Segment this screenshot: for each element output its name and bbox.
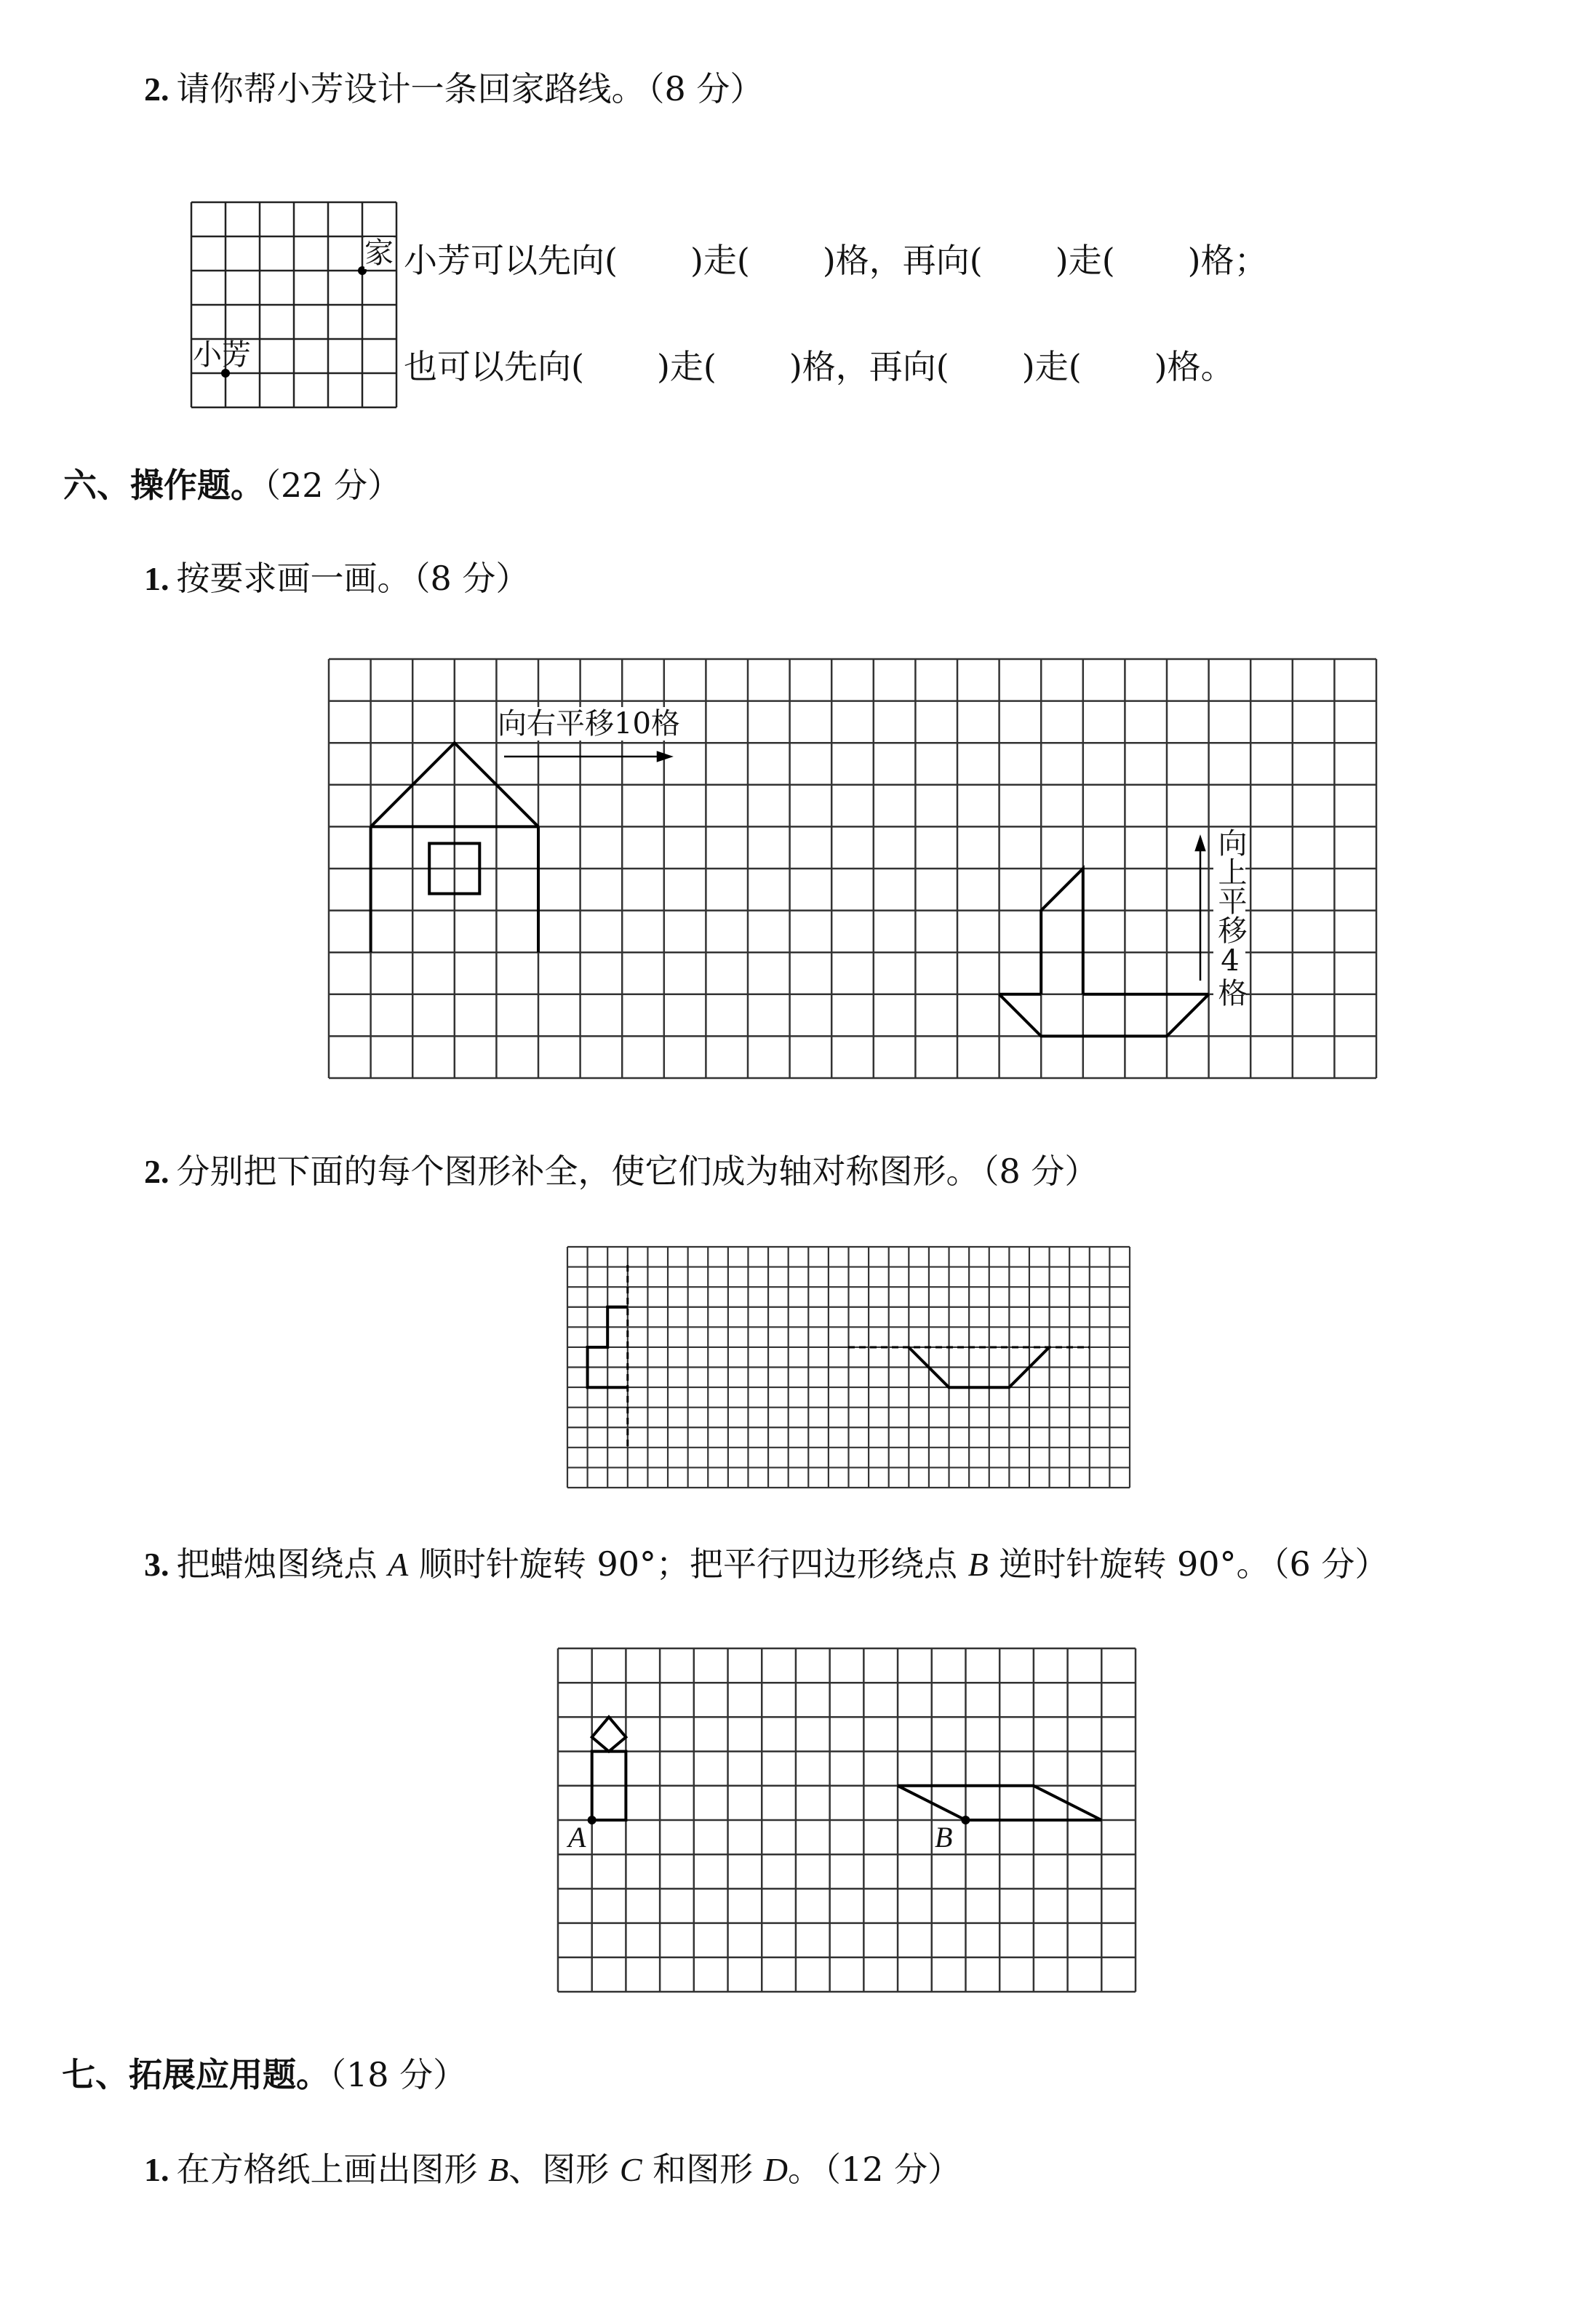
home-label: 家 xyxy=(364,236,394,270)
sentence-part: 小芳可以先向( xyxy=(404,241,618,280)
question-text: 分别把下面的每个图形补全，使它们成为轴对称图形。 xyxy=(176,1152,980,1191)
question-6-2-title xyxy=(144,1151,1098,1192)
question-number: 1. xyxy=(144,560,169,597)
question-points: （8 分） xyxy=(413,559,530,598)
figure-d-ref: D xyxy=(763,2151,789,2188)
question-text: 请你帮小芳设计一条回家路线。 xyxy=(176,69,645,108)
translate-right-label: 向右平移10格 xyxy=(498,707,680,741)
question-text: 按要求画一画。 xyxy=(176,559,411,598)
question-points: （12 分） xyxy=(824,2150,962,2189)
sentence-part: )走( xyxy=(1021,347,1082,386)
question-number: 2. xyxy=(144,71,169,108)
translation-grid xyxy=(329,659,1376,1078)
sentence-part: )格； xyxy=(1187,241,1268,280)
question-text: 把蜡烛图绕点 xyxy=(176,1544,388,1584)
start-label: 小芳 xyxy=(193,338,251,372)
section-points: （18 分） xyxy=(330,2055,467,2094)
question-text: 逆时针旋转 90°。 xyxy=(988,1544,1270,1584)
question-number: 1. xyxy=(144,2151,169,2188)
question-route-home-title xyxy=(144,68,763,109)
point-a-dot-icon xyxy=(588,1816,596,1824)
question-text: 和图形 xyxy=(642,2150,764,2189)
section-7-heading xyxy=(62,2054,466,2095)
right-arrow-icon xyxy=(504,752,671,761)
question-number: 3. xyxy=(144,1546,169,1583)
question-points: （6 分） xyxy=(1272,1544,1389,1584)
sentence-part: 也可以先向( xyxy=(404,347,584,386)
route-grid xyxy=(191,202,396,407)
question-7-1-title xyxy=(144,2149,961,2190)
point-b-dot-icon xyxy=(961,1816,970,1824)
question-number: 2. xyxy=(144,1153,169,1190)
symmetry-grid xyxy=(567,1247,1130,1488)
sentence-part: )走( xyxy=(1055,241,1115,280)
translate-up-label: 向上平移4格 xyxy=(1213,828,1247,1007)
point-b-ref: B xyxy=(967,1546,989,1583)
sentence-part: )格。 xyxy=(1154,347,1234,386)
sentence-part: )格，再向( xyxy=(822,241,983,280)
route-sentence-1 xyxy=(404,240,1268,281)
question-points: （8 分） xyxy=(982,1152,1098,1191)
point-a-ref: A xyxy=(388,1546,409,1583)
sentence-part: )走( xyxy=(690,241,750,280)
question-6-3-title xyxy=(144,1544,1388,1584)
section-points: （22 分） xyxy=(264,466,402,505)
question-points: （8 分） xyxy=(647,69,764,108)
section-title: 七、拓展应用题。 xyxy=(62,2055,330,2094)
up-arrow-icon xyxy=(1196,837,1205,981)
question-6-1-title xyxy=(144,558,529,599)
route-sentence-2 xyxy=(404,346,1234,387)
section-title: 六、操作题。 xyxy=(63,466,264,505)
rotation-grid-drawing xyxy=(558,1648,1136,1992)
figure-b-ref: B xyxy=(488,2151,509,2188)
section-6-heading xyxy=(63,465,401,506)
question-text: 、图形 xyxy=(508,2150,620,2189)
figure-c-ref: C xyxy=(619,2151,642,2188)
question-text: 在方格纸上画出图形 xyxy=(176,2150,489,2189)
route-grid-drawing xyxy=(191,202,396,407)
point-a-label: A xyxy=(568,1821,586,1854)
symmetry-grid-drawing xyxy=(567,1247,1130,1488)
point-b-label: B xyxy=(935,1821,953,1854)
rotation-grid xyxy=(558,1648,1136,1992)
question-text: 。 xyxy=(788,2150,822,2189)
question-text: 顺时针旋转 90°；把平行四边形绕点 xyxy=(408,1544,968,1584)
sentence-part: )格，再向( xyxy=(789,347,949,386)
sentence-part: )走( xyxy=(656,347,717,386)
candle-figure xyxy=(592,1717,626,1820)
